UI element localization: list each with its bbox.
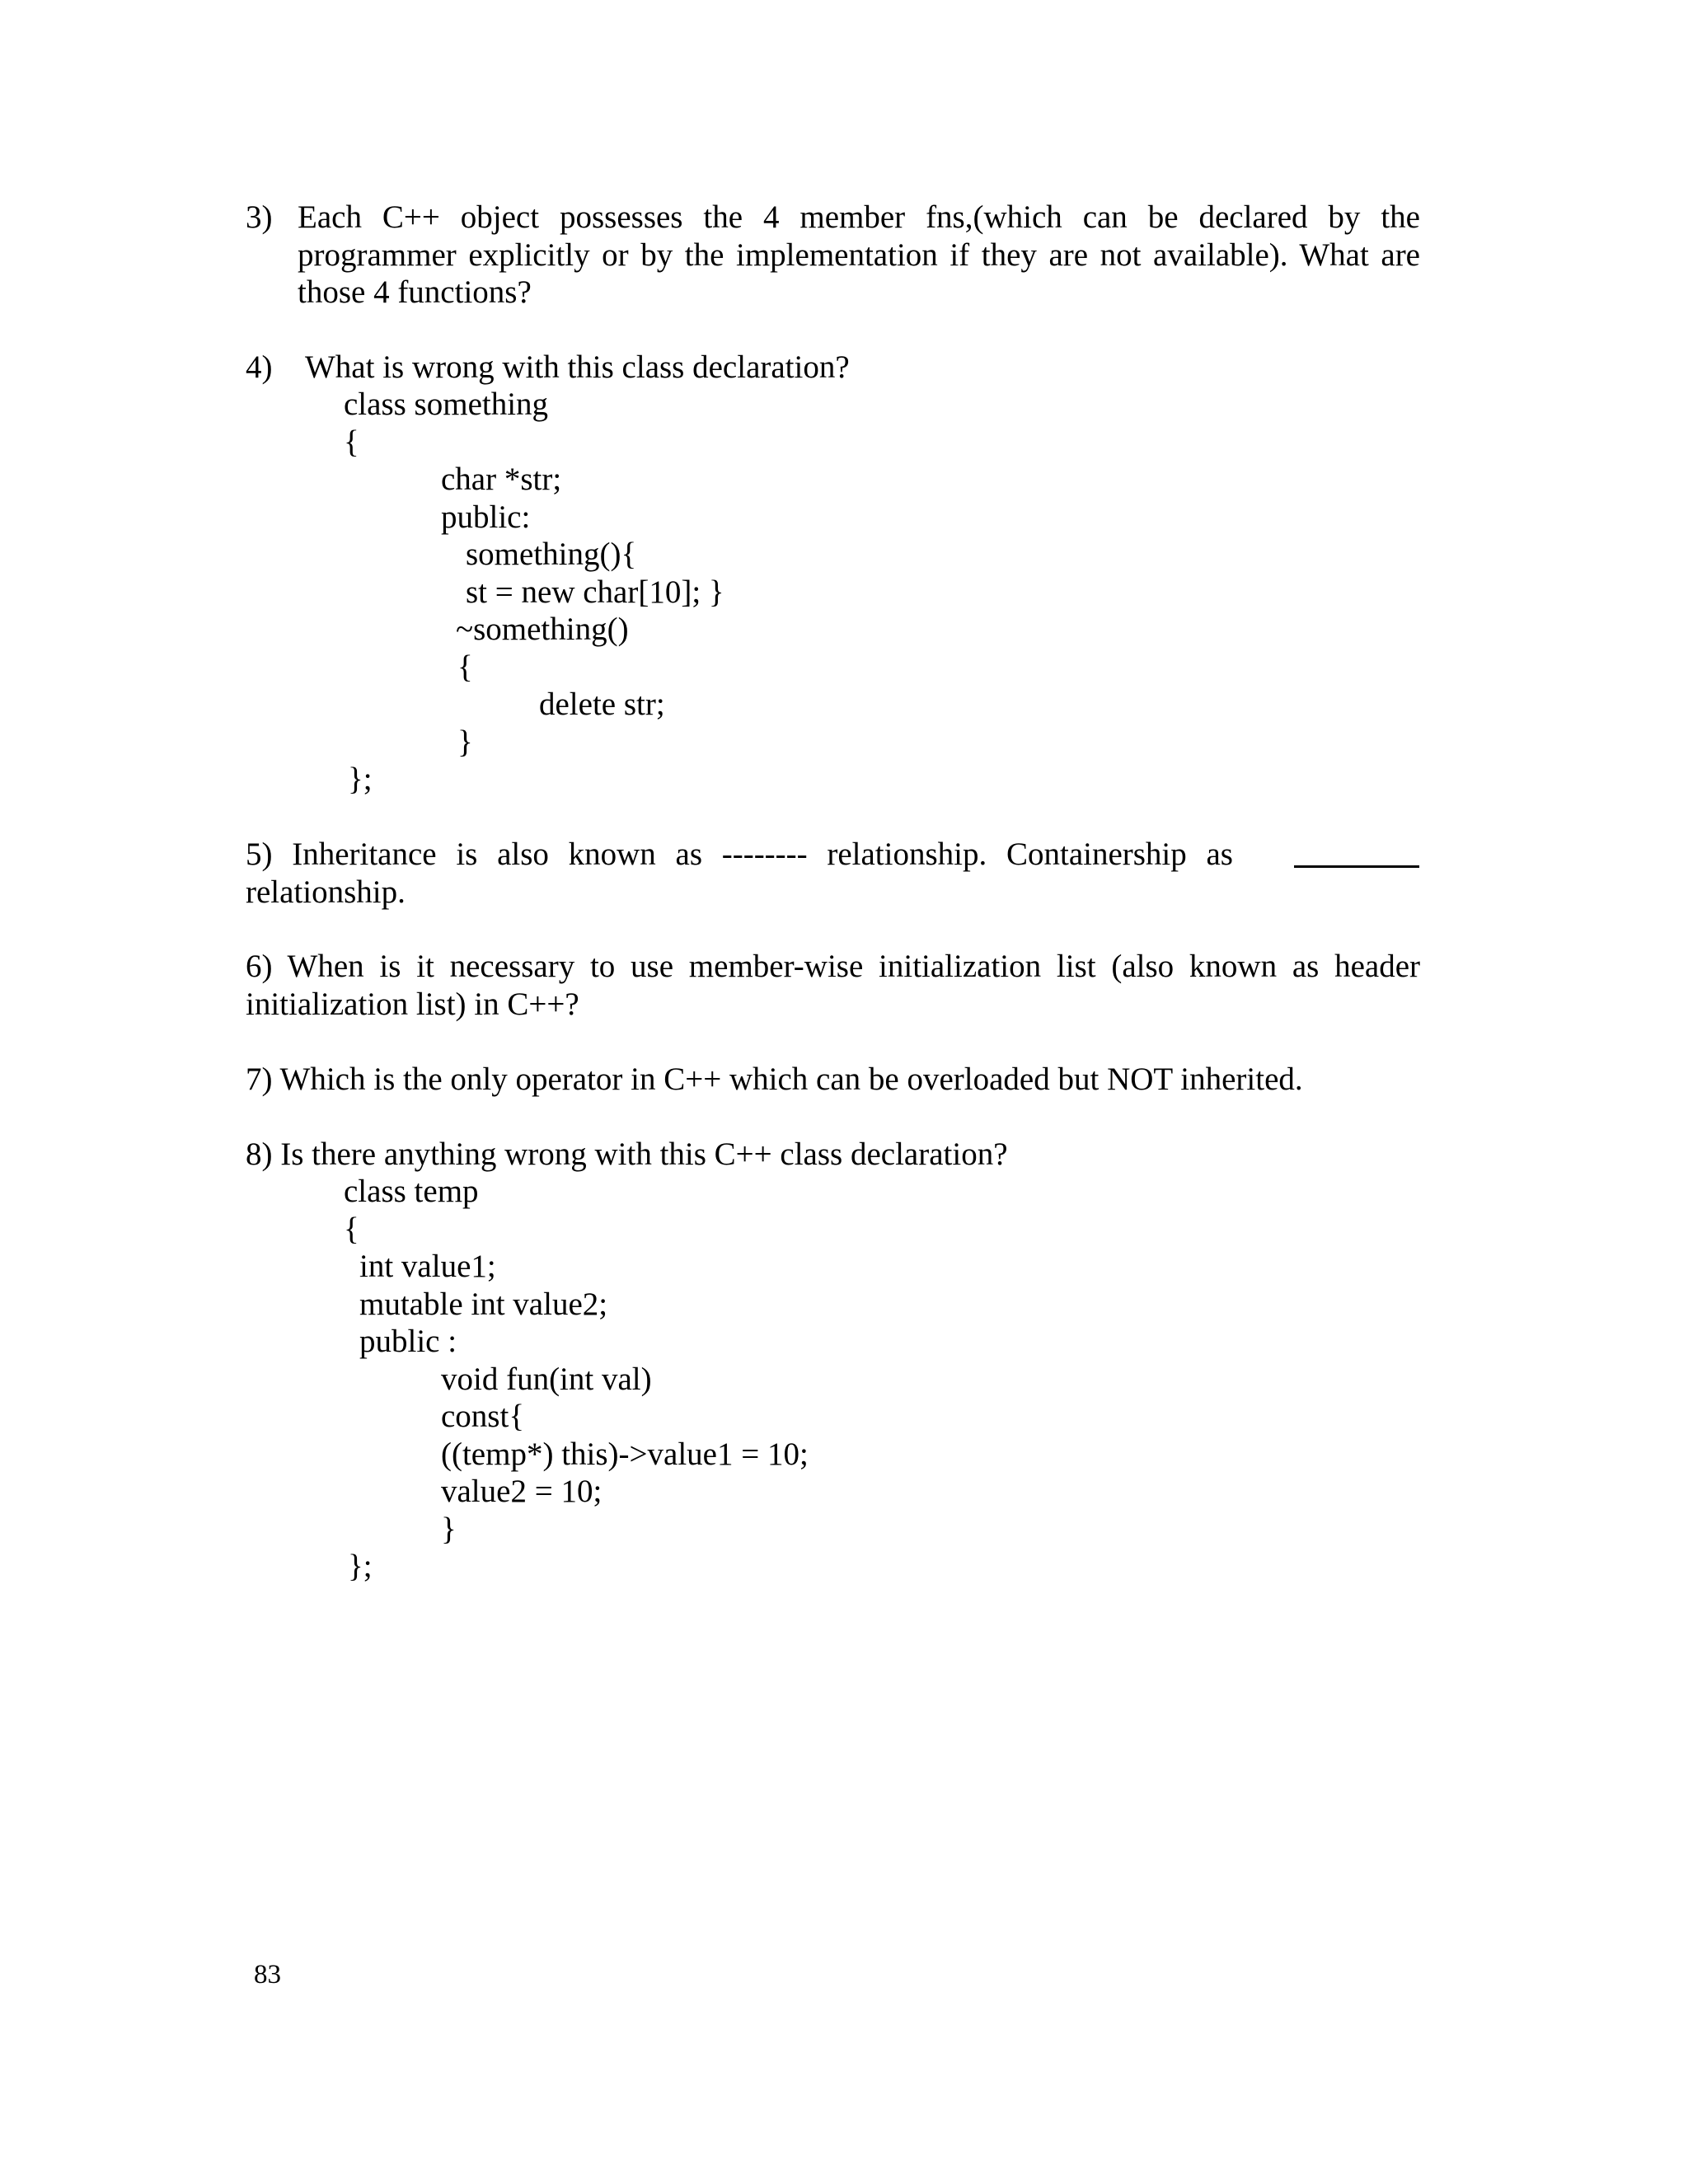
code-line: int value1; <box>359 1249 496 1284</box>
q7-line: 7) Which is the only operator in C++ which can be overloaded but NOT inherited. <box>246 1062 1303 1097</box>
code-line: class something <box>344 387 549 422</box>
code-line: }; <box>348 762 373 797</box>
code-line: } <box>441 1511 457 1547</box>
q3-line-2: programmer explicitly or by the implementation if they are not available). What are <box>298 237 1420 273</box>
code-line: { <box>457 649 473 685</box>
code-line: }; <box>348 1549 373 1584</box>
q3-number: 3) <box>246 199 273 235</box>
q3-line-1: Each C++ object possesses the 4 member fns,(which can be declared by the <box>298 199 1420 235</box>
code-line: class temp <box>344 1174 479 1209</box>
code-line: ((temp*) this)->value1 = 10; <box>441 1436 809 1472</box>
answer-blank <box>1294 865 1419 868</box>
q3-line-3: those 4 functions? <box>298 274 532 310</box>
q4-number: 4) <box>246 349 273 385</box>
q4-question: What is wrong with this class declaration? <box>305 349 850 385</box>
q6-line-1: 6) When is it necessary to use member-wise initialization list (also known as header <box>246 949 1420 984</box>
code-line: { <box>344 1212 359 1247</box>
code-line: delete str; <box>539 687 665 722</box>
code-line: public : <box>359 1324 457 1359</box>
code-line: { <box>344 424 359 460</box>
code-line: st = new char[10]; } <box>466 574 724 610</box>
q6-line-2: initialization list) in C++? <box>246 987 579 1022</box>
q5-line-1: 5) Inheritance is also known as -------- relationship. Containership as <box>246 837 1233 872</box>
code-line: ~something() <box>456 612 629 647</box>
q5-line-2: relationship. <box>246 874 406 910</box>
code-line: something(){ <box>466 537 637 572</box>
page-number: 83 <box>254 1960 281 1990</box>
q8-question: 8) Is there anything wrong with this C++ class declaration? <box>246 1137 1008 1172</box>
code-line: } <box>457 724 473 760</box>
code-line: const{ <box>441 1399 525 1434</box>
code-line: value2 = 10; <box>441 1474 603 1509</box>
code-line: mutable int value2; <box>359 1286 608 1322</box>
code-line: char *str; <box>441 462 562 497</box>
code-line: void fun(int val) <box>441 1361 652 1397</box>
code-line: public: <box>441 499 531 535</box>
